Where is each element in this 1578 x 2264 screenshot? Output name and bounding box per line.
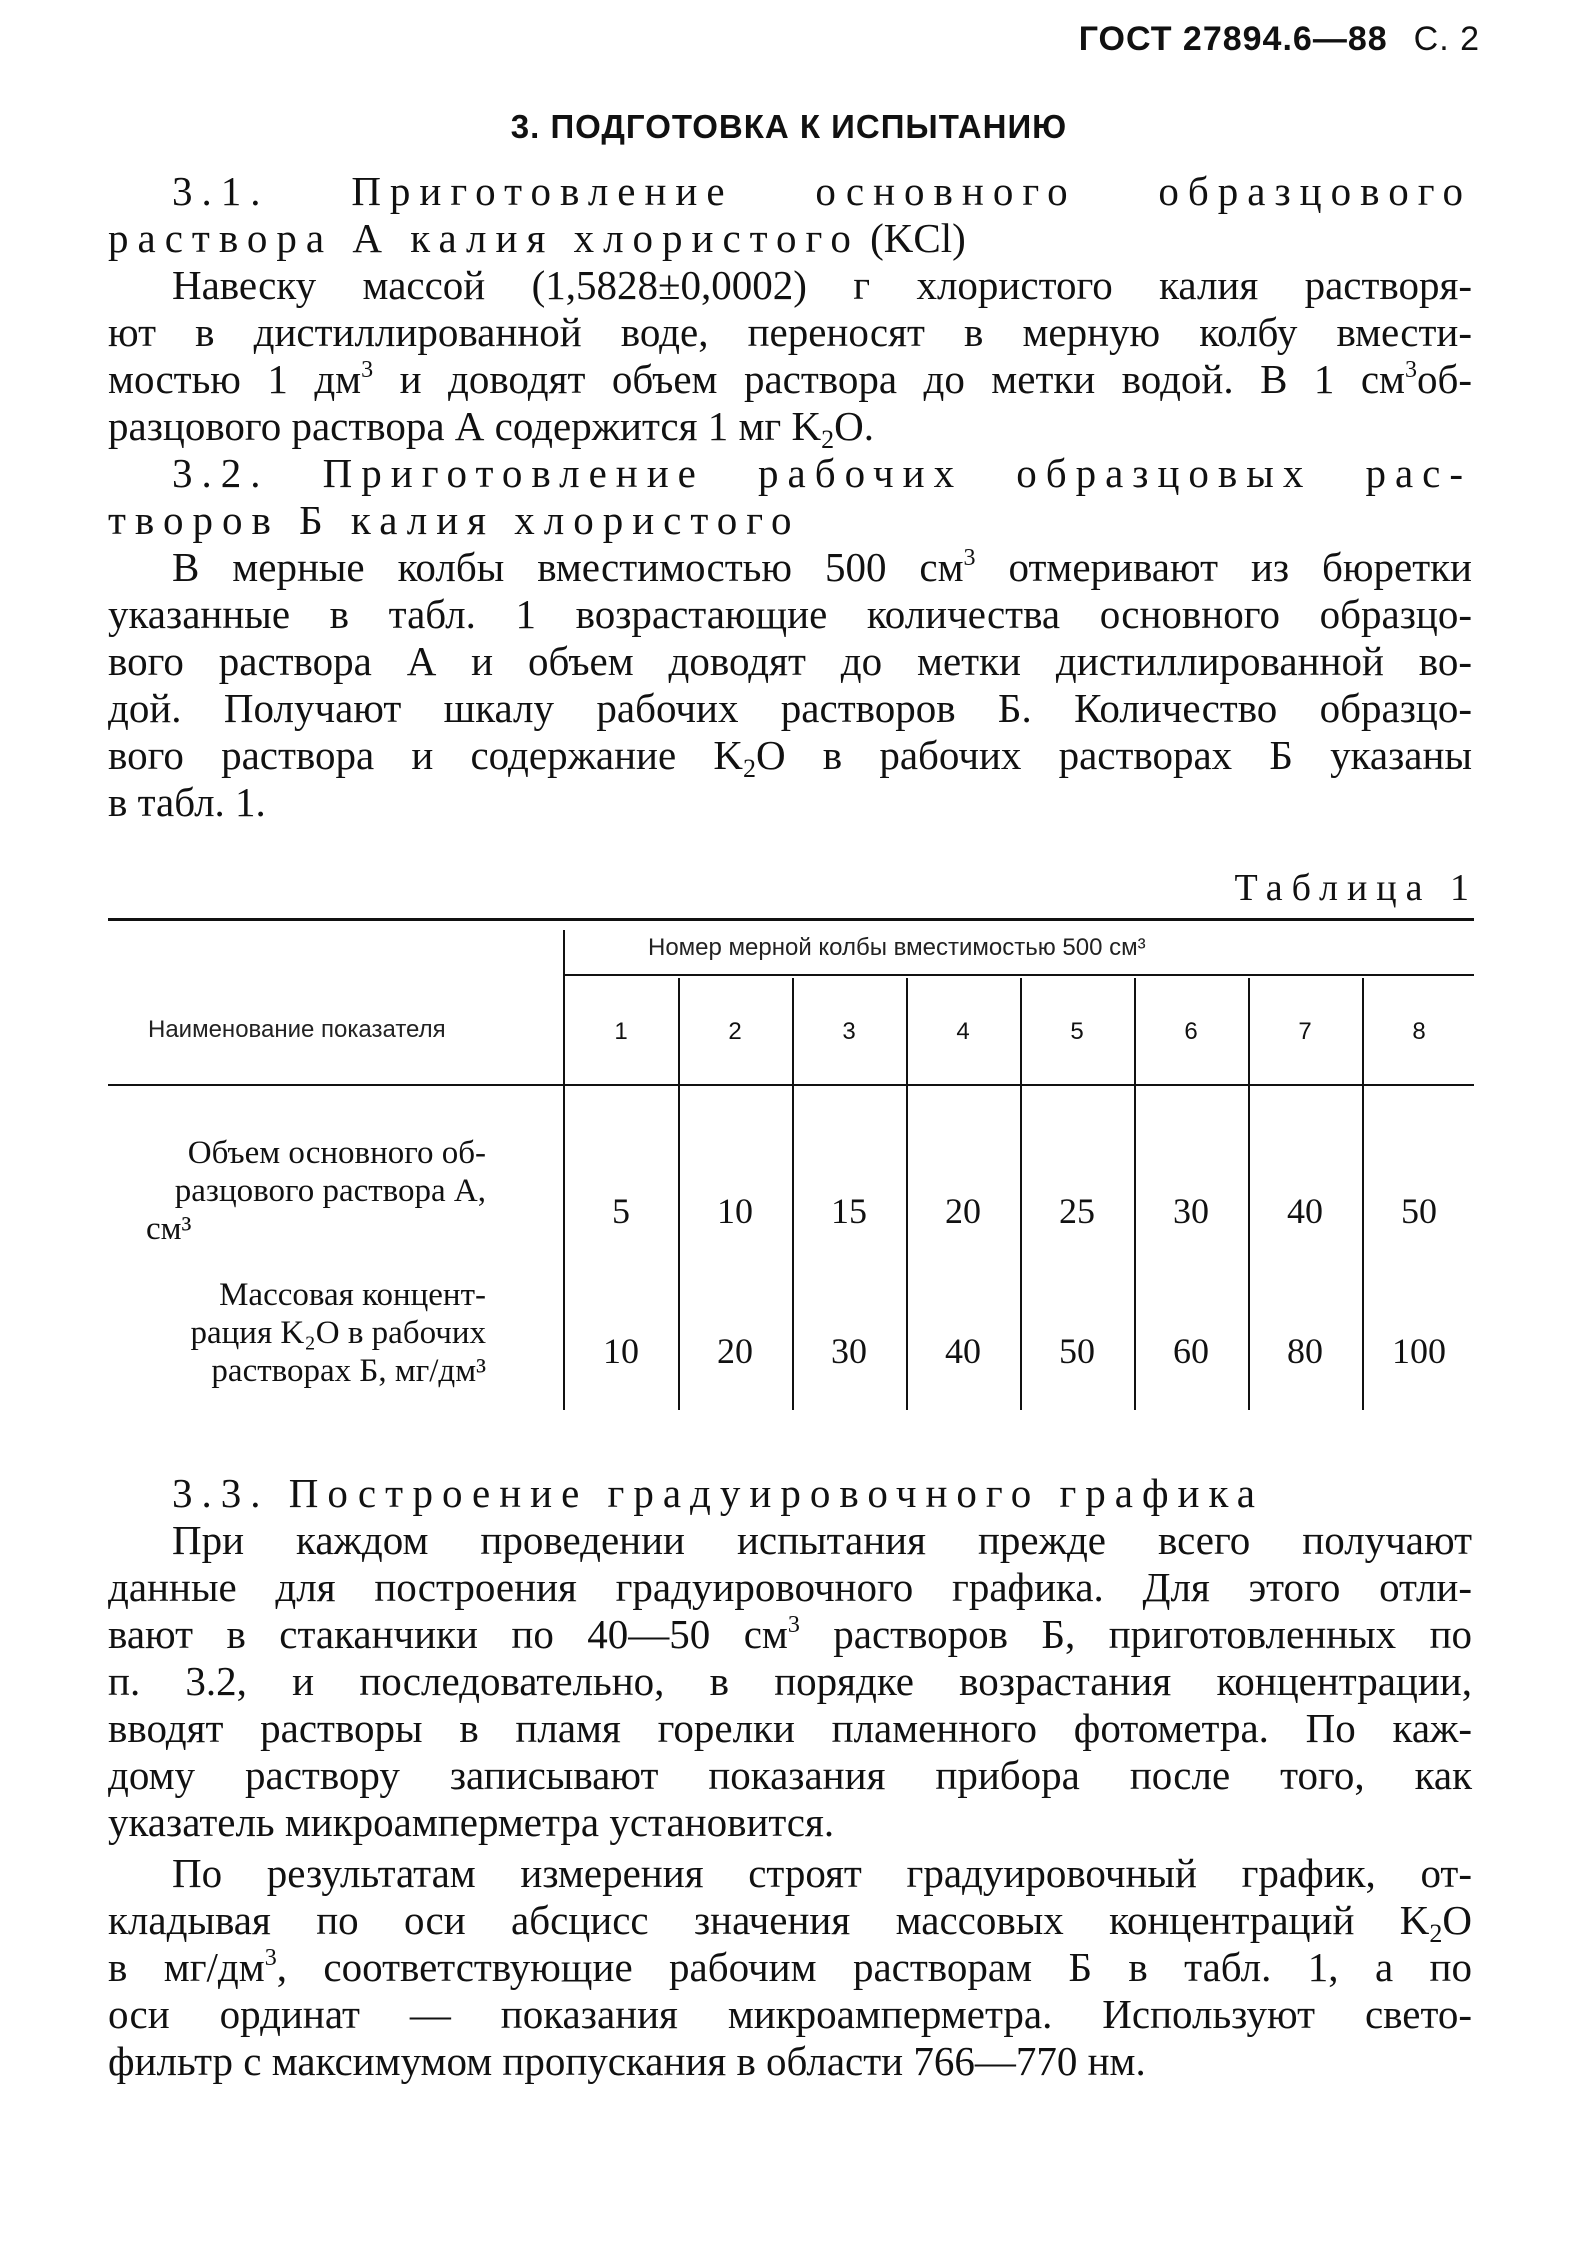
table-cell: 80	[1287, 1331, 1323, 1371]
header-group-rule	[564, 974, 1474, 976]
table-column-header: Наименование показателя	[148, 1016, 446, 1043]
section-3-3-heading: 3.3. Построение градуировочного графика	[172, 1470, 1264, 1516]
flask-number-header: 7	[1298, 1018, 1312, 1045]
table-cell: 20	[717, 1331, 753, 1371]
section-title: 3. ПОДГОТОВКА К ИСПЫТАНИЮ	[510, 108, 1068, 145]
table-cell: 50	[1059, 1331, 1095, 1371]
table-cell: 25	[1059, 1191, 1095, 1231]
row-label-volume	[146, 1134, 486, 1248]
paragraph-line: в $мг/дм^3$, соответствующие рабочим растворам Б в табл. 1, а по	[108, 1944, 1472, 1990]
paragraph-line: мостью 1 $дм^3$ и доводят объем раствора до метки водой. В 1 $см^3об-$	[108, 356, 1472, 402]
paragraph-line: При каждом проведении испытания прежде всего получают	[172, 1517, 1472, 1563]
row-label-line: Массовая концент-	[219, 1277, 486, 1313]
page-header	[1079, 20, 1480, 59]
section-3-3	[108, 1470, 1472, 2085]
table-cell: 20	[945, 1191, 981, 1231]
paragraph-line: вого раствора и содержание $K_2O$ в рабочих растворах Б указаны	[108, 732, 1472, 783]
paragraph-line: вают в стаканчики по 40—50 $см^3$ растворов Б, приготовленных по	[108, 1611, 1473, 1657]
table-group-header: Номер мерной колбы вместимостью 500 см³	[648, 934, 1146, 961]
section-3-2-heading-cont: творов Б калия хлористого	[108, 497, 801, 543]
table-cell: 30	[831, 1331, 867, 1371]
row-label-line: разцового раствора А,	[174, 1173, 486, 1209]
table-cell: 50	[1401, 1191, 1437, 1231]
table-cell: 10	[717, 1191, 753, 1231]
paragraph-line: вого раствора А и объем доводят до метки дистиллированной во-	[108, 638, 1472, 684]
paragraph-line: В мерные колбы вместимостью 500 $см^3$ отмеривают из бюретки	[172, 544, 1472, 590]
paragraph-line: в табл. 1.	[108, 779, 266, 825]
flask-number-header: 5	[1070, 1018, 1084, 1045]
paragraph-line: разцового раствора А содержится 1 мг $K_2O$.	[108, 403, 874, 454]
section-3-1	[108, 168, 1472, 454]
paragraph-line: кладывая по оси абсцисс значения массовых концентраций $K_2O$	[108, 1897, 1472, 1948]
paragraph-line: указатель микроамперметра установится.	[108, 1799, 835, 1845]
paragraph-line: указанные в табл. 1 возрастающие количества основного образцо-	[108, 591, 1472, 637]
paragraph-line: п. 3.2, и последовательно, в порядке возрастания концентрации,	[108, 1658, 1472, 1704]
table-cell: 10	[603, 1331, 639, 1371]
table-caption: Таблица 1	[1234, 867, 1478, 909]
table-top-rule	[108, 918, 1474, 921]
flask-number-header: 4	[956, 1018, 970, 1045]
table-cell: 40	[945, 1331, 981, 1371]
section-3-2-heading: 3.2. Приготовление рабочих образцовых рас-	[172, 450, 1472, 496]
flask-number-header: 3	[842, 1018, 856, 1045]
paragraph-line: дой. Получают шкалу рабочих растворов Б. Количество образцо-	[108, 685, 1472, 731]
paragraph-line: вводят растворы в пламя горелки пламенного фотометра. По каж-	[108, 1705, 1472, 1751]
paragraph-line: ют в дистиллированной воде, переносят в мерную колбу вмести-	[108, 309, 1472, 355]
flask-number-header: 1	[614, 1018, 628, 1045]
section-3-1-heading-cont: раствора А калия хлористого (KCl)	[108, 215, 966, 261]
table-cell: 60	[1173, 1331, 1209, 1371]
row-label-line: растворах Б, мг/дм³	[211, 1353, 486, 1389]
document-number: ГОСТ 27894.6—88	[1078, 20, 1388, 58]
row-label-concentration	[146, 1276, 486, 1390]
flask-number-header: 2	[728, 1018, 742, 1045]
paragraph-line: Навеску массой (1,5828±0,0002) г хлористого калия растворя-	[172, 262, 1472, 308]
flask-number-header: 8	[1412, 1018, 1426, 1045]
table-cell: 40	[1287, 1191, 1323, 1231]
paragraph-line: дому раствору записывают показания прибора после того, как	[108, 1752, 1472, 1798]
paragraph-line: оси ординат — показания микроамперметра. Используют свето-	[108, 1991, 1472, 2037]
page-number: С. 2	[1413, 20, 1480, 58]
paragraph-line: данные для построения градуировочного графика. Для этого отли-	[108, 1564, 1472, 1610]
paragraph-line: фильтр с максимумом пропускания в области 766—770 нм.	[108, 2038, 1146, 2084]
header-bottom-rule	[108, 1084, 1474, 1086]
table-cell: 30	[1173, 1191, 1209, 1231]
row-label-line: см³	[146, 1211, 192, 1247]
paragraph-line: По результатам измерения строят градуировочный график, от-	[172, 1850, 1472, 1896]
table-cell: 15	[831, 1191, 867, 1231]
flask-number-header: 6	[1184, 1018, 1198, 1045]
row-label-line: рация K₂O в рабочих	[190, 1315, 486, 1351]
table-1	[108, 918, 1474, 1418]
section-3-1-heading: 3.1. Приготовление основного образцового	[172, 168, 1472, 214]
table-cell: 5	[612, 1191, 630, 1231]
table-cell: 100	[1392, 1331, 1446, 1371]
row-label-line: Объем основного об-	[187, 1135, 486, 1171]
section-3-2	[108, 450, 1472, 826]
